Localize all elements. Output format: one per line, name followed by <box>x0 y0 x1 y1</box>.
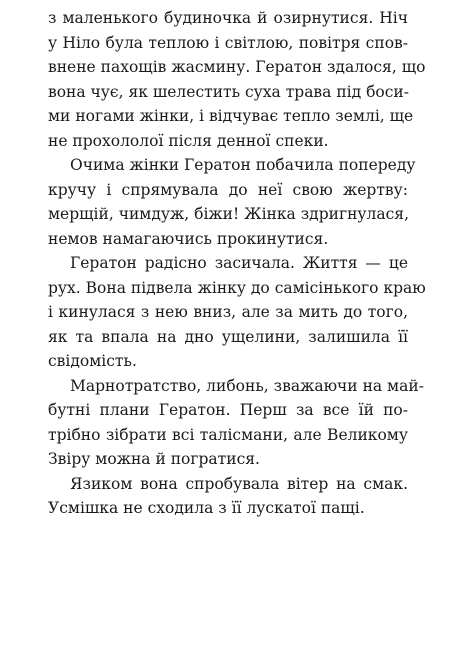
text-line: Марнотратство, либонь, зважаючи на май- <box>70 376 424 395</box>
paragraph-5 <box>48 472 408 521</box>
paragraph-1 <box>48 6 426 153</box>
text-line: і кинулася з нею вниз, але за мить до того, <box>48 303 408 321</box>
text-line: кручу і спрямувала до неї свою жертву: <box>48 180 408 199</box>
text-line: Звіру можна й погратися. <box>48 450 260 468</box>
book-page <box>48 6 426 521</box>
text-line: мерщій, чимдуж, біжи! Жінка здригнулася, <box>48 205 410 223</box>
text-line: Язиком вона спробувала вітер на смак. <box>70 474 408 493</box>
text-line: у Ніло була теплою і світлою, повітря спов- <box>48 33 408 52</box>
text-line: з маленького будиночка й озирнутися. Ніч <box>48 9 408 27</box>
text-line: внене пахощів жасмину. Гератон здалося, що <box>48 58 426 76</box>
text-line: бутні плани Гератон. Перш за все їй по- <box>48 401 408 419</box>
text-line: вона чує, як шелестить суха трава під боси- <box>48 82 409 101</box>
paragraph-3 <box>48 251 426 374</box>
paragraph-4 <box>48 374 424 472</box>
text-line: свідомість. <box>48 352 137 370</box>
text-line: не прохололої після денної спеки. <box>48 131 329 150</box>
text-line: ми ногами жінки, і відчуває тепло землі, ще <box>48 107 414 125</box>
text-line: рух. Вона підвела жінку до самісінького краю <box>48 278 426 297</box>
text-line: Очима жінки Гератон побачила попереду <box>70 156 416 174</box>
paragraph-2 <box>48 153 416 251</box>
text-line: Усмішка не сходила з її лускатої пащі. <box>48 499 365 517</box>
text-line: немов намагаючись прокинутися. <box>48 229 329 248</box>
text-line: як та впала на дно ущелини, залишила її <box>48 327 408 346</box>
text-line: трібно зібрати всі талісмани, але Великому <box>48 425 408 444</box>
text-line: Гератон радісно засичала. Життя — це <box>70 254 408 272</box>
